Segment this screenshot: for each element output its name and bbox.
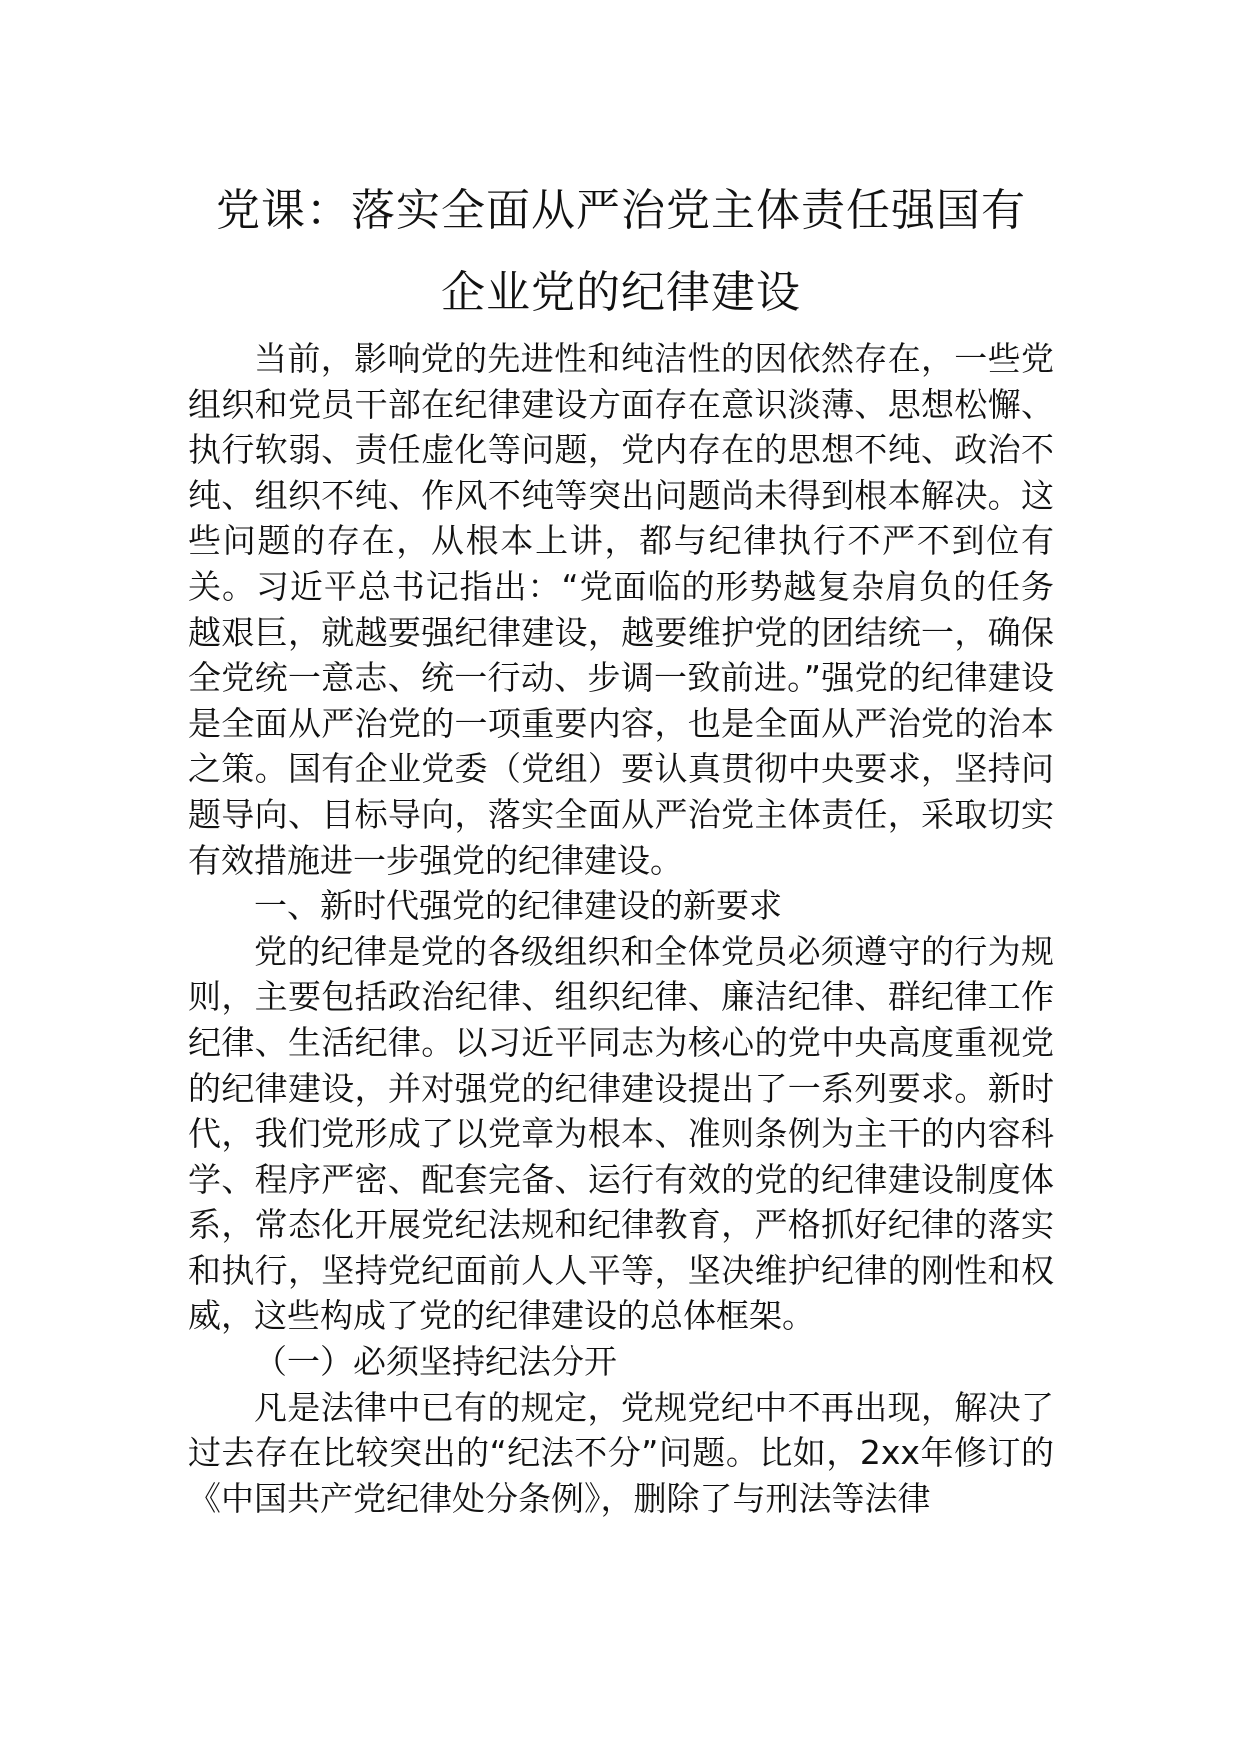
page-title-line-1: 党课：落实全面从严治党主体责任强国有 [216, 185, 1026, 236]
document-page [188, 170, 1054, 1521]
subsection-heading-1: （一）必须坚持纪法分开 [254, 1342, 617, 1382]
body-paragraph-subsection-1: 凡是法律中已有的规定，党规党纪中不再出现，解决了过去存在比较突出的“纪法不分”问题。比如，2xx年修订的《中国共产党纪律处分条例》，删除了与刑法等法律 [188, 1387, 1054, 1518]
section-heading-1: 一、新时代强党的纪律建设的新要求 [254, 886, 782, 926]
page-title-line-2: 企业党的纪律建设 [441, 267, 801, 318]
body-paragraph-intro: 当前，影响党的先进性和纯洁性的因依然存在，一些党组织和党员干部在纪律建设方面存在意识淡薄、思想松懈、执行软弱、责任虚化等问题，党内存在的思想不纯、政治不纯、组织不纯、作风不纯等突出问题尚未得到根本解决。这些问题的存在，从根本上讲，都与纪律执行不严不到位有关。习近平总书记指出：“党面临的形势越复杂肩负的任务越艰巨，就越要强纪律建设，越要维护党的团结统一，确保全党统一意志、统一行动、步调一致前进。”强党的纪律建设是全面从严治党的一项重要内容，也是全面从严治党的治本之策。国有企业党委（党组）要认真贯彻中央要求，坚持问题导向、目标导向，落实全面从严治党主体责任，采取切实有效措施进一步强党的纪律建设。 [188, 339, 1054, 880]
body-paragraph-section-1: 党的纪律是党的各级组织和全体党员必须遵守的行为规则，主要包括政治纪律、组织纪律、廉洁纪律、群纪律工作纪律、生活纪律。以习近平同志为核心的党中央高度重视党的纪律建设，并对强党的纪律建设提出了一系列要求。新时代，我们党形成了以党章为根本、准则条例为主干的内容科学、程序严密、配套完备、运行有效的党的纪律建设制度体系，常态化开展党纪法规和纪律教育，严格抓好纪律的落实和执行，坚持党纪面前人人平等，坚决维护纪律的刚性和权威，这些构成了党的纪律建设的总体框架。 [188, 931, 1054, 1336]
title-block [188, 170, 1054, 334]
